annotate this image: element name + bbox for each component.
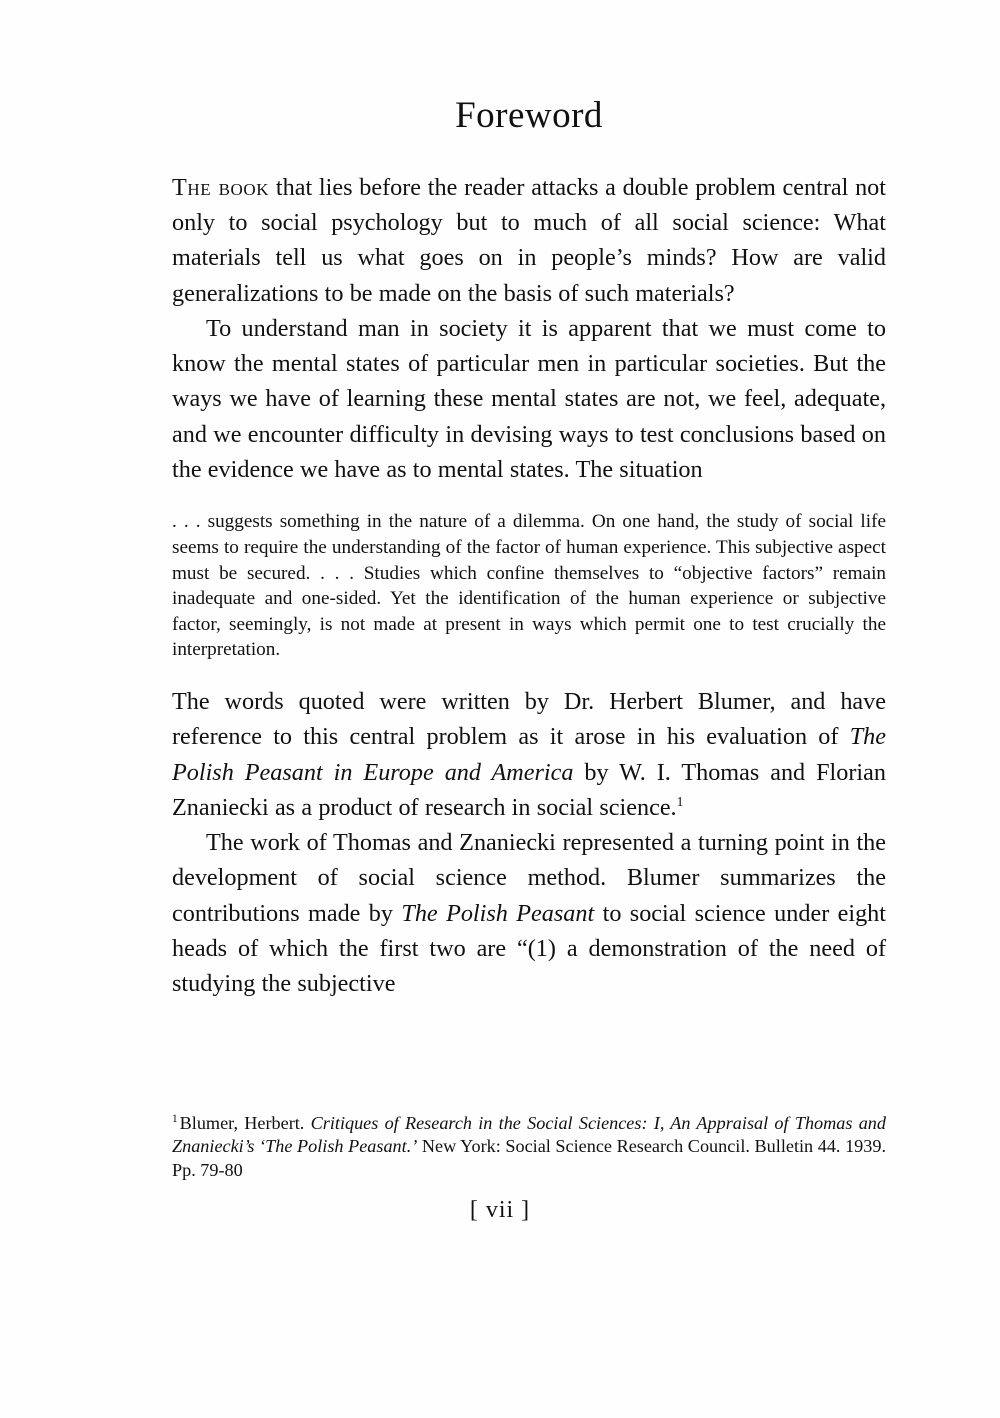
paragraph-4-text-part2: to social science under eight heads of which the first two are “(1) a demonstration of the need of studying the subjective: [172, 899, 886, 998]
footnote-work-title: Critiques of Research in the Social Sciences: I, An Appraisal of Thomas and Znaniecki’s ‘The Polish Peasant.’: [172, 1113, 886, 1157]
footnote-area: [172, 1112, 886, 1182]
paragraph-3-text-part1: The words quoted were written by Dr. Herbert Blumer, and have reference to this central problem as it arose in his evaluation of: [172, 687, 886, 751]
paragraph-3-text-part2: by W. I. Thomas and Florian Znaniecki as a product of research in social science.: [172, 758, 886, 821]
book-title-polish-peasant-europe-america: The Polish Peasant in Europe and America: [172, 723, 886, 786]
paragraph-2: To understand man in society it is apparent that we must come to know the mental states of particular men in particular societies. But the ways we have of learning these mental states are not, we feel, adequate, and we encounter difficulty in devising ways to test conclusions based on the evidence we have as to mental states. The situation: [172, 314, 886, 484]
block-quotation: . . . suggests something in the nature of a dilemma. On one hand, the study of social life seems to require the understanding of the factor of human experience. This subjective aspect must be secured. . . . Studies which confine themselves to “objective factors” remain inadequate and one-sided. Yet the identification of the human experience or subjective factor, seemingly, is not made at present in ways which permit one to test crucially the interpretation.: [172, 511, 886, 661]
page-title: Foreword: [455, 95, 603, 136]
paragraph-1-text: that lies before the reader attacks a double problem central not only to social psychology but to much of all social science: What materials tell us what goes on in people’s minds? How are valid generalizations to be made on the basis of such materials?: [172, 173, 886, 307]
footnote-number: 1: [172, 1112, 178, 1125]
paragraph-1: [172, 170, 886, 311]
book-title-polish-peasant: The Polish Peasant: [401, 899, 595, 927]
text-column: [172, 96, 886, 1002]
paragraph-4: [172, 825, 886, 1001]
page-number: [ vii ]: [469, 1197, 531, 1223]
footnote-1: [172, 1112, 886, 1182]
footnote-author: Blumer, Herbert.: [179, 1113, 311, 1133]
small-caps-opener: The book: [172, 173, 270, 201]
paragraph-3: [172, 684, 886, 825]
footnote-publication-info: New York: Social Science Research Council. Bulletin 44. 1939. Pp. 79-80: [172, 1136, 886, 1180]
paragraph-4-text-part1: The work of Thomas and Znaniecki represented a turning point in the development of social science method. Blumer summarizes the contributions made by: [172, 829, 886, 927]
footnote-reference-marker[interactable]: 1: [676, 793, 684, 809]
